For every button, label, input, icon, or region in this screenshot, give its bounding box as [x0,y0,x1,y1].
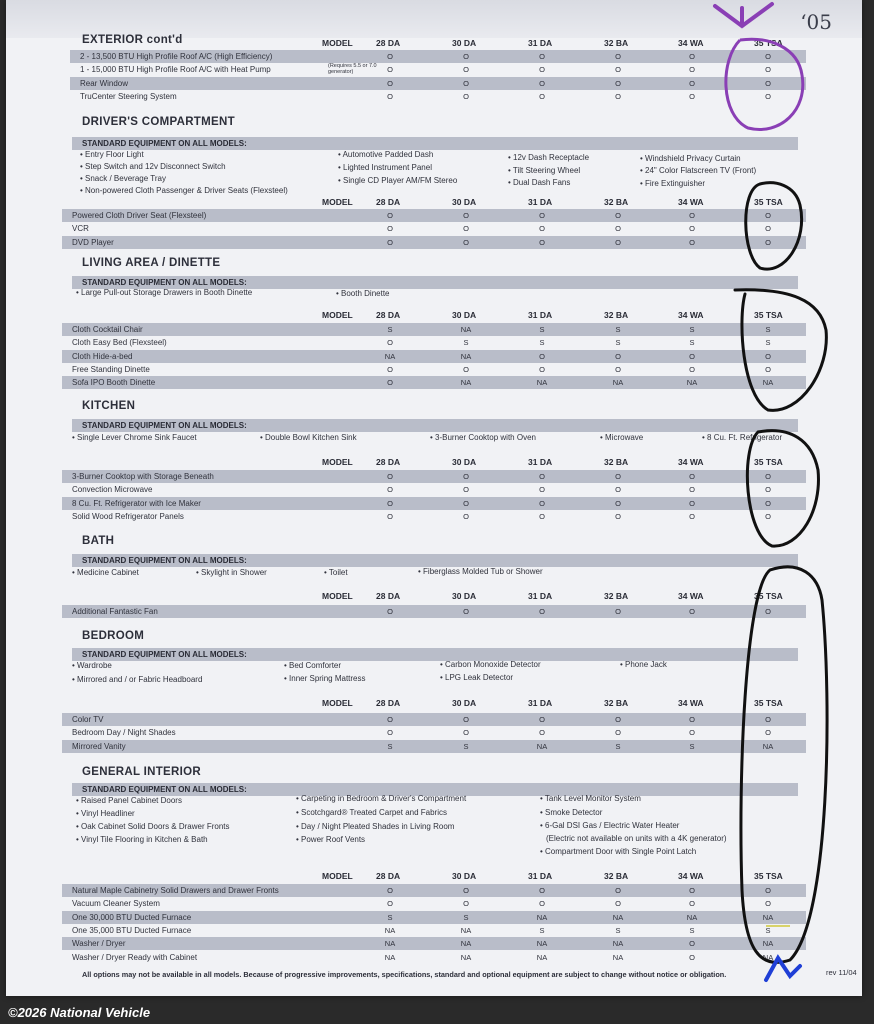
cell-value: O [615,485,621,495]
cell-value: S [463,912,469,922]
row-label: 2 - 13,500 BTU High Profile Roof A/C (High Efficiency) [80,52,273,61]
column-header: 30 DA [452,698,477,708]
standard-item: • Vinyl Headliner [76,809,135,818]
cell-value: O [539,472,545,481]
cell-value: O [689,237,695,247]
column-header: 35 TSA [754,38,783,48]
model-label: MODEL [322,197,353,207]
cell-value: O [615,224,621,234]
cell-value: O [387,472,393,481]
cell-value: NA [536,952,548,962]
column-header: 34 WA [678,457,704,467]
cell-value: S [689,338,695,348]
column-header: 28 DA [376,698,401,708]
cell-value: O [463,211,469,220]
row-label: Additional Fantastic Fan [72,607,158,616]
cell-value: O [387,899,393,909]
cell-value: O [689,899,695,909]
model-label: MODEL [322,457,353,467]
cell-value: S [387,912,393,922]
cell-value: S [615,925,621,935]
cell-value: O [689,65,695,75]
column-header: 30 DA [452,871,477,881]
cell-value: O [539,364,545,374]
column-header: 32 BA [604,310,629,320]
cell-value: O [689,886,695,895]
row-label: Washer / Dryer [72,939,126,949]
row-label: 3-Burner Cooktop with Storage Beneath [72,472,214,481]
cell-value: S [539,338,545,348]
cell-value: O [539,237,545,247]
cell-value: NA [762,952,774,962]
cell-value: O [615,728,621,738]
standard-item: • Smoke Detector [540,808,603,817]
cell-value: S [387,325,393,334]
cell-value: NA [460,325,472,334]
row-label: Natural Maple Cabinetry Solid Drawers and Drawer Fronts [72,886,279,895]
cell-value: O [463,607,469,616]
column-header: 35 TSA [754,591,783,601]
cell-value: O [765,511,771,521]
standard-item: • Inner Spring Mattress [284,674,366,683]
cell-value: NA [536,912,548,922]
row-label: Vacuum Cleaner System [72,899,160,909]
column-header: 31 DA [528,38,553,48]
cell-value: O [463,65,469,75]
cell-value: NA [536,378,548,388]
cell-value: O [689,78,695,88]
cell-value: O [387,211,393,220]
cell-value: O [615,91,621,101]
cell-value: O [765,364,771,374]
cell-value: O [539,351,545,361]
cell-value: S [765,338,771,348]
cell-value: O [765,52,771,61]
standard-item: • Booth Dinette [336,289,390,298]
column-header: 34 WA [678,197,704,207]
cell-value: O [615,78,621,88]
cell-value: NA [762,912,774,922]
row-label: Cloth Cocktail Chair [72,325,143,334]
cell-value: O [539,485,545,495]
cell-value: O [615,498,621,508]
section-title: GENERAL INTERIOR [82,766,201,778]
standard-item: • Entry Floor Light [80,150,144,159]
cell-value: O [539,715,545,724]
cell-value: O [539,52,545,61]
standard-equipment-bar: STANDARD EQUIPMENT ON ALL MODELS: [72,276,798,289]
standard-item: • Mirrored and / or Fabric Headboard [72,675,203,684]
cell-value: O [463,899,469,909]
cell-value: O [463,485,469,495]
standard-item: • Raised Panel Cabinet Doors [76,796,182,805]
cell-value: O [765,224,771,234]
cell-value: O [615,52,621,61]
cell-value: O [539,899,545,909]
column-header: 32 BA [604,698,629,708]
standard-equipment-bar: STANDARD EQUIPMENT ON ALL MODELS: [72,137,798,150]
cell-value: O [615,715,621,724]
column-header: 35 TSA [754,871,783,881]
cell-value: O [539,211,545,220]
cell-value: NA [460,351,472,361]
cell-value: O [539,511,545,521]
standard-item: • Tilt Steering Wheel [508,166,581,175]
column-header: 35 TSA [754,310,783,320]
cell-value: NA [384,952,396,962]
cell-value: S [463,741,469,751]
standard-item: • Single CD Player AM/FM Stereo [338,176,458,185]
standard-item: • Skylight in Shower [196,568,267,577]
row-label: DVD Player [72,237,114,247]
watermark-text: ©2026 National Vehicle [8,1005,151,1020]
cell-value: O [387,364,393,374]
cell-value: NA [686,378,698,388]
standard-item: • Power Roof Vents [296,835,366,844]
column-header: 34 WA [678,38,704,48]
ink-circle-living [735,290,826,411]
column-header: 28 DA [376,591,401,601]
section-title: BATH [82,535,115,547]
cell-value: O [539,78,545,88]
row-label: Rear Window [80,78,129,88]
row-label: Free Standing Dinette [72,364,150,374]
column-header: 28 DA [376,310,401,320]
disclaimer-text: All options may not be available in all models. Because of progressive improvements, specifications, standard and optional equipment are subject to change without notice or obligation. [82,970,727,979]
standard-item: • 24" Color Flatscreen TV (Front) [640,166,757,175]
ink-circle-exterior [726,39,803,129]
cell-value: O [615,472,621,481]
column-header: 31 DA [528,871,553,881]
cell-value: NA [762,378,774,388]
cell-value: S [615,741,621,751]
section-title: KITCHEN [82,400,136,412]
cell-value: O [463,728,469,738]
row-label: Cloth Easy Bed (Flexsteel) [72,338,167,348]
cell-value: NA [612,378,624,388]
row-label: Sofa IPO Booth Dinette [72,378,156,388]
column-header: 34 WA [678,310,704,320]
cell-value: O [689,715,695,724]
section-title: EXTERIOR cont'd [82,34,183,46]
standard-equipment-bar: STANDARD EQUIPMENT ON ALL MODELS: [72,554,798,567]
model-label: MODEL [322,310,353,320]
column-header: 30 DA [452,457,477,467]
standard-equipment-bar: STANDARD EQUIPMENT ON ALL MODELS: [72,419,798,432]
standard-item: • Lighted Instrument Panel [338,163,432,172]
cell-value: O [765,899,771,909]
cell-value: O [387,498,393,508]
row-label: One 35,000 BTU Ducted Furnace [72,925,192,935]
row-label: 8 Cu. Ft. Refrigerator with Ice Maker [72,498,201,508]
cell-value: O [615,899,621,909]
cell-value: O [615,211,621,220]
row-label: Color TV [72,715,104,724]
standard-item: • Non-powered Cloth Passenger & Driver Seats (Flexsteel) [80,186,288,195]
standard-item: • Double Bowl Kitchen Sink [260,433,357,442]
row-note: (Requires 5.5 or 7.0 generator) [328,63,377,76]
cell-value: O [689,224,695,234]
column-header: 28 DA [376,871,401,881]
cell-value: O [539,498,545,508]
cell-value: S [387,741,393,751]
cell-value: NA [384,939,396,949]
column-header: 35 TSA [754,698,783,708]
cell-value: O [539,65,545,75]
column-header: 31 DA [528,591,553,601]
standard-item: • Dual Dash Fans [508,178,571,187]
cell-value: O [765,78,771,88]
cell-value: O [387,52,393,61]
cell-value: O [689,52,695,61]
column-header: 34 WA [678,698,704,708]
cell-value: O [387,78,393,88]
cell-value: O [765,237,771,247]
standard-item: • 3-Burner Cooktop with Oven [430,433,536,442]
cell-value: S [615,338,621,348]
cell-value: O [765,65,771,75]
cell-value: O [765,472,771,481]
column-header: 35 TSA [754,457,783,467]
cell-value: NA [762,939,774,949]
cell-value: O [463,498,469,508]
standard-item: • Oak Cabinet Solid Doors & Drawer Fronts [76,822,230,831]
cell-value: O [689,511,695,521]
cell-value: O [615,511,621,521]
column-header: 32 BA [604,871,629,881]
ink-arrow-purple [715,4,772,26]
ink-circle-driver [746,183,802,269]
cell-value: O [463,224,469,234]
row-label: 1 - 15,000 BTU High Profile Roof A/C with Heat Pump [80,65,271,75]
standard-item: • Windshield Privacy Curtain [640,154,741,163]
model-label: MODEL [322,591,353,601]
cell-value: S [689,741,695,751]
cell-value: O [463,364,469,374]
section-title: BEDROOM [82,630,145,642]
cell-value: O [387,728,393,738]
cell-value: O [539,886,545,895]
cell-value: O [539,607,545,616]
row-label: Bedroom Day / Night Shades [72,728,176,738]
standard-item: • Automotive Padded Dash [338,150,434,159]
standard-equipment-bar: STANDARD EQUIPMENT ON ALL MODELS: [72,648,798,661]
model-label: MODEL [322,38,353,48]
standard-item: • Single Lever Chrome Sink Faucet [72,433,197,442]
standard-item: • Fiberglass Molded Tub or Shower [418,567,543,576]
cell-value: S [539,325,545,334]
column-header: 31 DA [528,197,553,207]
standard-item: • LPG Leak Detector [440,673,514,682]
cell-value: S [765,325,771,334]
cell-value: O [463,511,469,521]
cell-value: S [615,325,621,334]
column-header: 30 DA [452,591,477,601]
cell-value: O [387,886,393,895]
standard-item: • Bed Comforter [284,661,342,670]
standard-item: • Wardrobe [72,661,112,670]
revision-label: rev 11/04 [826,968,857,977]
standard-item: • Compartment Door with Single Point Latch [540,847,697,856]
cell-value: O [689,498,695,508]
cell-value: S [539,925,545,935]
cell-value: NA [612,912,624,922]
section-title: LIVING AREA / DINETTE [82,257,221,269]
cell-value: O [387,378,393,388]
standard-item: • Carpeting in Bedroom & Driver's Compartment [296,794,467,803]
cell-value: O [387,338,393,348]
standard-item: • Carbon Monoxide Detector [440,660,541,669]
cell-value: O [539,224,545,234]
cell-value: O [387,224,393,234]
cell-value: O [689,728,695,738]
cell-value: O [615,886,621,895]
cell-value: O [689,211,695,220]
cell-value: O [539,91,545,101]
cell-value: NA [612,939,624,949]
cell-value: NA [612,952,624,962]
row-label: Powered Cloth Driver Seat (Flexsteel) [72,211,207,220]
row-label: Mirrored Vanity [72,741,126,751]
standard-item: • Scotchgard® Treated Carpet and Fabrics [296,808,447,817]
column-header: 30 DA [452,197,477,207]
standard-item: • Vinyl Tile Flooring in Kitchen & Bath [76,835,208,844]
cell-value: NA [686,912,698,922]
cell-value: O [387,485,393,495]
cell-value: O [689,91,695,101]
cell-value: O [615,65,621,75]
row-label: Convection Microwave [72,485,153,495]
cell-value: O [387,607,393,616]
row-label: Washer / Dryer Ready with Cabinet [72,952,198,962]
standard-item: • Medicine Cabinet [72,568,139,577]
row-label: Solid Wood Refrigerator Panels [72,511,184,521]
cell-value: O [765,715,771,724]
cell-value: O [689,939,695,949]
cell-value: NA [384,925,396,935]
standard-item: • 8 Cu. Ft. Refrigerator [702,433,783,442]
ink-circle-kitchen [747,431,818,546]
column-header: 32 BA [604,38,629,48]
column-header: 32 BA [604,197,629,207]
cell-value: O [615,364,621,374]
cell-value: O [463,715,469,724]
cell-value: O [615,237,621,247]
year-label: ‘05 [800,10,832,34]
cell-value: O [539,728,545,738]
standard-item: • Large Pull-out Storage Drawers in Booth Dinette [76,288,253,297]
standard-item: • Microwave [600,433,644,442]
column-header: 30 DA [452,38,477,48]
cell-value: NA [384,351,396,361]
cell-value: O [387,237,393,247]
cell-value: O [463,237,469,247]
cell-value: O [765,485,771,495]
cell-value: S [463,338,469,348]
cell-value: NA [460,952,472,962]
cell-value: O [765,351,771,361]
cell-value: O [689,364,695,374]
cell-value: NA [460,378,472,388]
cell-value: O [765,498,771,508]
standard-item: • 6-Gal DSI Gas / Electric Water Heater [540,821,680,830]
cell-value: O [765,886,771,895]
row-label: TruCenter Steering System [80,91,177,101]
column-header: 32 BA [604,591,629,601]
cell-value: O [387,511,393,521]
cell-value: O [765,728,771,738]
column-header: 34 WA [678,591,704,601]
cell-value: O [689,485,695,495]
cell-value: NA [460,925,472,935]
cell-value: NA [460,939,472,949]
standard-item: • Phone Jack [620,660,667,669]
cell-value: O [387,91,393,101]
cell-value: O [689,607,695,616]
column-header: 34 WA [678,871,704,881]
cell-value: NA [536,741,548,751]
cell-value: NA [536,939,548,949]
column-header: 35 TSA [754,197,783,207]
row-label: VCR [72,224,89,234]
column-header: 28 DA [376,197,401,207]
cell-value: O [689,351,695,361]
standard-item: • Toilet [324,568,348,577]
cell-value: O [615,607,621,616]
standard-equipment-bar: STANDARD EQUIPMENT ON ALL MODELS: [72,783,798,796]
cell-value: NA [762,741,774,751]
model-label: MODEL [322,871,353,881]
row-label: One 30,000 BTU Ducted Furnace [72,912,192,922]
section-title: DRIVER'S COMPARTMENT [82,116,235,128]
standard-item: • 12v Dash Receptacle [508,153,590,162]
column-header: 28 DA [376,457,401,467]
cell-value: O [615,351,621,361]
standard-item: (Electric not available on units with a 4K generator) [546,834,727,843]
standard-item: • Snack / Beverage Tray [80,174,166,183]
column-header: 32 BA [604,457,629,467]
cell-value: O [689,472,695,481]
column-header: 31 DA [528,310,553,320]
column-header: 30 DA [452,310,477,320]
cell-value: O [463,886,469,895]
cell-value: O [463,78,469,88]
cell-value: O [387,65,393,75]
cell-value: S [765,925,771,935]
cell-value: O [765,607,771,616]
cell-value: O [765,91,771,101]
standard-item: • Step Switch and 12v Disconnect Switch [80,162,226,171]
row-label: Cloth Hide-a-bed [72,351,133,361]
cell-value: O [463,52,469,61]
standard-item: • Fire Extinguisher [640,179,706,188]
standard-item: • Day / Night Pleated Shades in Living Room [296,822,455,831]
column-header: 31 DA [528,457,553,467]
column-header: 31 DA [528,698,553,708]
ink-circle-bath-general [741,567,827,963]
cell-value: O [765,211,771,220]
cell-value: O [463,472,469,481]
cell-value: O [463,91,469,101]
model-label: MODEL [322,698,353,708]
standard-item: • Tank Level Monitor System [540,794,641,803]
cell-value: S [689,325,695,334]
column-header: 28 DA [376,38,401,48]
cell-value: O [689,952,695,962]
cell-value: S [689,925,695,935]
cell-value: O [387,715,393,724]
